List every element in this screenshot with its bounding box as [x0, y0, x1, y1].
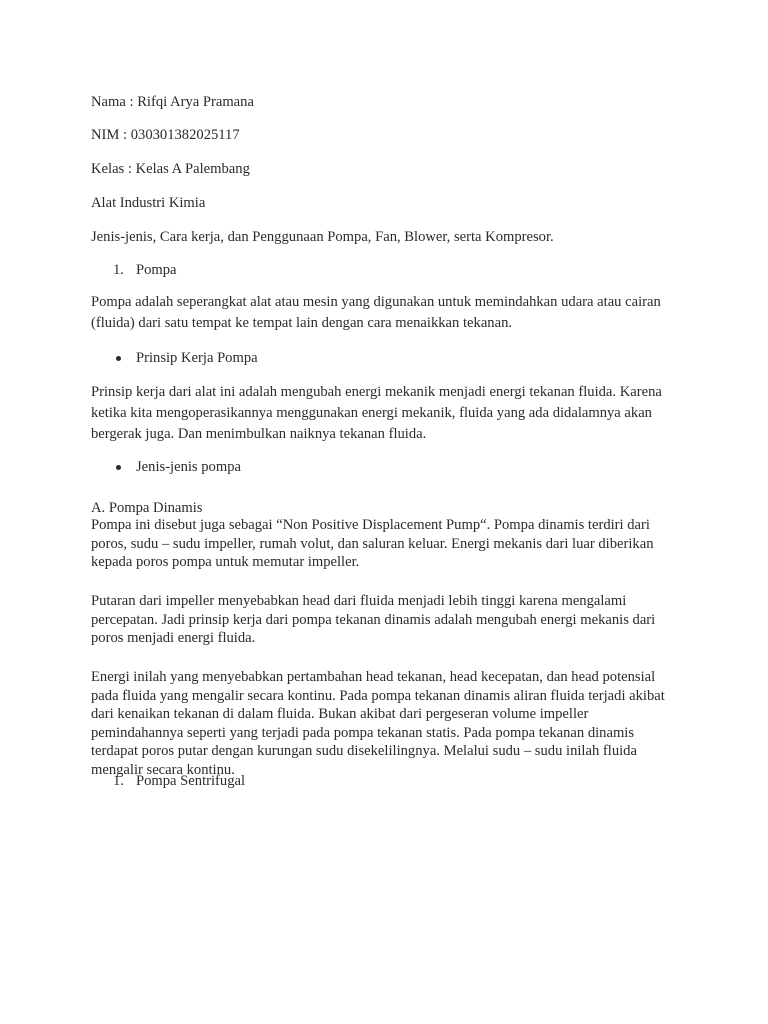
list-item-label: Jenis-jenis pompa — [136, 459, 241, 475]
course-title: Alat Industri Kimia — [91, 195, 206, 211]
prinsip-paragraph: Prinsip kerja dari alat ini adalah mengubah energi mekanik menjadi energi tekanan fluida. Karena ketika kita mengoperasikannya menggunakan energi mekanik, fluida yang ada didalamnya akan bergerak juga. Dan menimbulkan naiknya tekanan fluida. — [91, 384, 662, 442]
pompa-definition: Pompa adalah seperangkat alat atau mesin yang digunakan untuk memindahkan udara atau cairan (fluida) dari satu tempat ke tempat lain dengan cara menaikkan tekanan. — [91, 294, 661, 331]
list-item-label: Prinsip Kerja Pompa — [136, 350, 258, 366]
bullet-icon — [116, 465, 121, 470]
student-name: Nama : Rifqi Arya Pramana — [91, 94, 254, 110]
student-class: Kelas : Kelas A Palembang — [91, 161, 250, 177]
list-number: 1. — [113, 773, 124, 789]
topic-title: Jenis-jenis, Cara kerja, dan Penggunaan Pompa, Fan, Blower, serta Kompresor. — [91, 229, 554, 245]
section-heading-dinamis: A. Pompa Dinamis — [91, 500, 203, 516]
dinamis-paragraph-2: Putaran dari impeller menyebabkan head dari fluida menjadi lebih tinggi karena mengalami percepatan. Jadi prinsip kerja dari pompa tekanan dinamis adalah mengubah energi mekanis dari poros menjadi energi fluida. — [91, 593, 656, 646]
list-item-label: Pompa — [136, 262, 177, 278]
list-item-label: Pompa Sentrifugal — [136, 773, 246, 789]
list-number: 1. — [113, 262, 124, 278]
dinamis-paragraph-1: Pompa ini disebut juga sebagai “Non Positive Displacement Pump“. Pompa dinamis terdiri dari poros, sudu – sudu impeller, rumah volut, dan saluran keluar. Energi mekanis dari luar diberikan kepada poros pompa untuk memutar impeller. — [91, 517, 654, 570]
student-nim: NIM : 030301382025117 — [91, 127, 240, 143]
dinamis-paragraph-3: Energi inilah yang menyebabkan pertambahan head tekanan, head kecepatan, dan head potensial pada fluida yang mengalir secara kontinu. Pada pompa tekanan dinamis aliran fluida terjadi akibat dari kenaikan tekanan di dalam fluida. Bukan akibat dari pergeseran volume impeller pemindahannya seperti yang terjadi pada pompa tekanan statis. Pada pompa tekanan dinamis terdapat poros putar dengan kurungan sudu disekelilingnya. Melalui sudu – sudu inilah fluida mengalir secara kontinu. — [91, 669, 665, 778]
bullet-icon — [116, 356, 121, 361]
